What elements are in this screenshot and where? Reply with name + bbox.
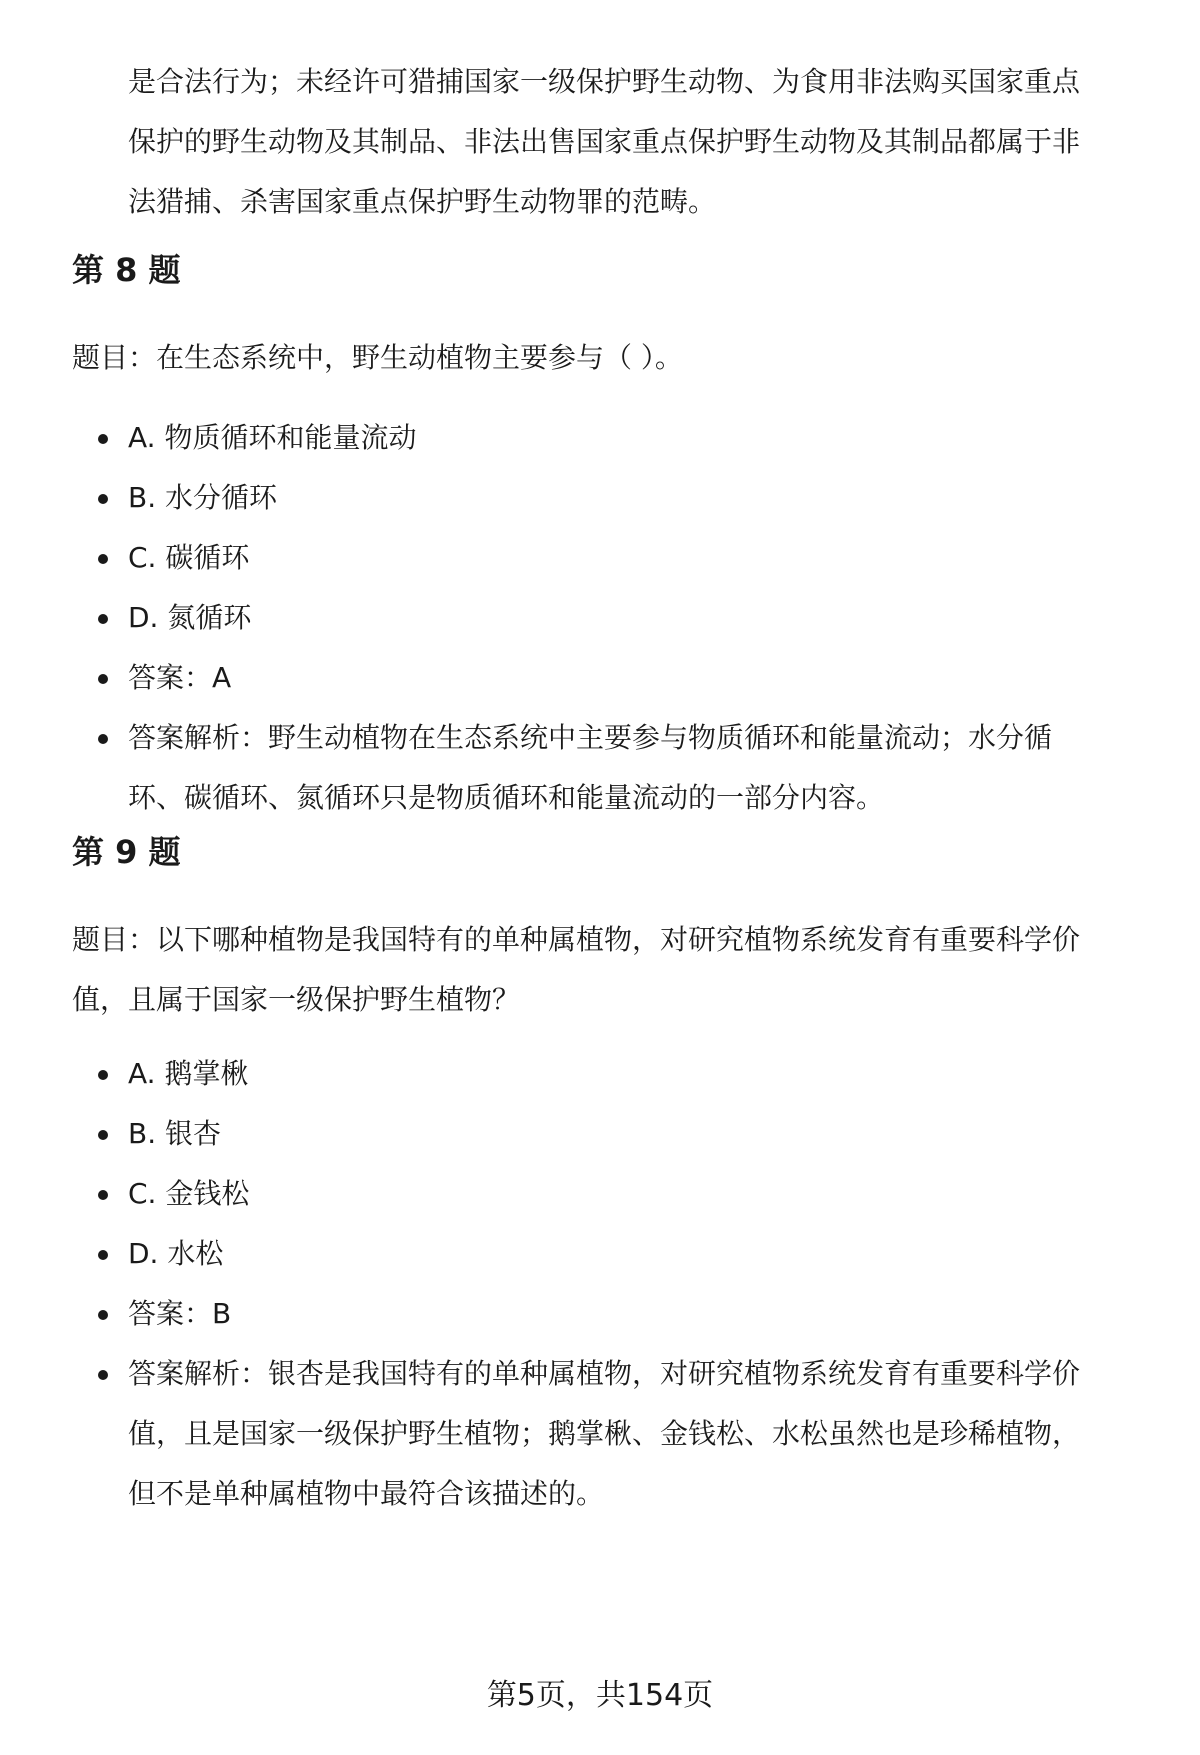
bullet-icon <box>98 1190 108 1200</box>
answer-explanation <box>72 1344 1152 1524</box>
bullet-icon <box>98 1070 108 1080</box>
question-8-text <box>72 328 1152 388</box>
explanation-line: 答案解析：野生动植物在生态系统中主要参与物质循环和能量流动；水分循 <box>128 721 1053 754</box>
bullet-icon <box>98 1130 108 1140</box>
option-label: A. 鹅掌楸 <box>128 1057 249 1090</box>
previous-explanation-continuation <box>128 52 1152 232</box>
bullet-icon <box>98 614 108 624</box>
option-label: B. 水分循环 <box>128 481 278 514</box>
option-a <box>72 408 1152 468</box>
answer-explanation <box>72 708 1152 828</box>
bullet-icon <box>98 1310 108 1320</box>
answer <box>72 648 1152 708</box>
bullet-icon <box>98 674 108 684</box>
option-label: A. 物质循环和能量流动 <box>128 421 417 454</box>
question-line: 题目：以下哪种植物是我国特有的单种属植物，对研究植物系统发育有重要科学价 <box>72 923 1081 956</box>
question-8-options <box>72 408 1152 828</box>
text-line: 法猎捕、杀害国家重点保护野生动物罪的范畴。 <box>128 185 717 218</box>
page-number: 第5页，共154页 <box>486 1678 714 1713</box>
option-label: D. 水松 <box>128 1237 224 1270</box>
bullet-icon <box>98 494 108 504</box>
option-d <box>72 1224 1152 1284</box>
bullet-icon <box>98 1250 108 1260</box>
question-line: 题目：在生态系统中，野生动植物主要参与（ ）。 <box>72 341 683 374</box>
option-c <box>72 1164 1152 1224</box>
bullet-icon <box>98 554 108 564</box>
question-8-heading: 第 8 题 <box>72 251 181 289</box>
text-line: 是合法行为；未经许可猎捕国家一级保护野生动物、为食用非法购买国家重点 <box>128 65 1081 98</box>
option-b <box>72 1104 1152 1164</box>
explanation-line: 值，且是国家一级保护野生植物；鹅掌楸、金钱松、水松虽然也是珍稀植物， <box>128 1417 1081 1450</box>
option-label: C. 金钱松 <box>128 1177 250 1210</box>
explanation-line: 答案解析：银杏是我国特有的单种属植物，对研究植物系统发育有重要科学价 <box>128 1357 1081 1390</box>
question-9-heading: 第 9 题 <box>72 833 181 871</box>
answer <box>72 1284 1152 1344</box>
bullet-icon <box>98 434 108 444</box>
explanation-line: 但不是单种属植物中最符合该描述的。 <box>128 1477 605 1510</box>
answer-text: 答案：A <box>128 661 232 694</box>
bullet-icon <box>98 1370 108 1380</box>
bullet-icon <box>98 734 108 744</box>
option-label: B. 银杏 <box>128 1117 222 1150</box>
option-d <box>72 588 1152 648</box>
answer-text: 答案：B <box>128 1297 232 1330</box>
option-b <box>72 468 1152 528</box>
question-line: 值，且属于国家一级保护野生植物？ <box>72 983 521 1016</box>
option-label: D. 氮循环 <box>128 601 252 634</box>
option-c <box>72 528 1152 588</box>
option-a <box>72 1044 1152 1104</box>
question-9-text <box>72 910 1152 1030</box>
question-9-options <box>72 1044 1152 1524</box>
text-line: 保护的野生动物及其制品、非法出售国家重点保护野生动物及其制品都属于非 <box>128 125 1081 158</box>
explanation-line: 环、碳循环、氮循环只是物质循环和能量流动的一部分内容。 <box>128 781 885 814</box>
option-label: C. 碳循环 <box>128 541 250 574</box>
